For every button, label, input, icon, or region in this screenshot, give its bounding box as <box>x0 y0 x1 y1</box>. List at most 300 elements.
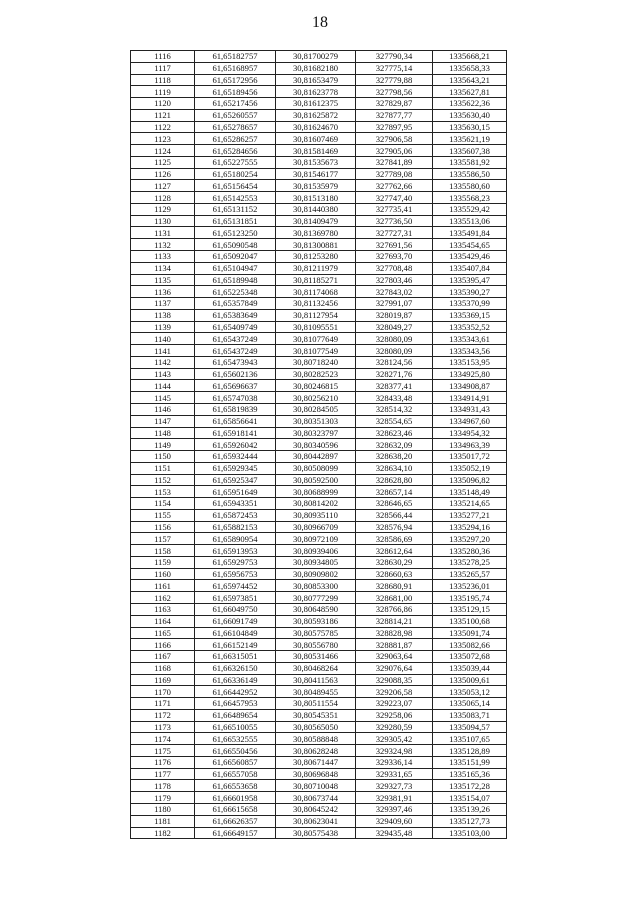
latitude-cell: 61,65142553 <box>195 192 276 204</box>
point-number-cell: 1157 <box>131 533 195 545</box>
table-row <box>131 780 507 792</box>
y-coordinate-cell: 1335586,50 <box>433 168 507 180</box>
longitude-cell: 30,80575438 <box>276 827 356 839</box>
latitude-cell: 61,65182757 <box>195 51 276 63</box>
x-coordinate-cell: 328638,20 <box>356 451 433 463</box>
point-number-cell: 1130 <box>131 215 195 227</box>
x-coordinate-cell: 329063,64 <box>356 651 433 663</box>
latitude-cell: 61,65437249 <box>195 333 276 345</box>
longitude-cell: 30,81700279 <box>276 51 356 63</box>
x-coordinate-cell: 327736,50 <box>356 215 433 227</box>
longitude-cell: 30,80593186 <box>276 615 356 627</box>
longitude-cell: 30,80966709 <box>276 521 356 533</box>
table-row <box>131 627 507 639</box>
longitude-cell: 30,81127954 <box>276 309 356 321</box>
table-row <box>131 651 507 663</box>
table-row <box>131 756 507 768</box>
y-coordinate-cell: 1335621,19 <box>433 133 507 145</box>
x-coordinate-cell: 327991,07 <box>356 298 433 310</box>
longitude-cell: 30,80853300 <box>276 580 356 592</box>
x-coordinate-cell: 328660,63 <box>356 568 433 580</box>
latitude-cell: 61,65260557 <box>195 109 276 121</box>
latitude-cell: 61,65973851 <box>195 592 276 604</box>
table-row <box>131 62 507 74</box>
y-coordinate-cell: 1335096,82 <box>433 474 507 486</box>
x-coordinate-cell: 327790,34 <box>356 51 433 63</box>
table-row <box>131 451 507 463</box>
x-coordinate-cell: 329381,91 <box>356 792 433 804</box>
table-row <box>131 827 507 839</box>
point-number-cell: 1119 <box>131 86 195 98</box>
table-row <box>131 768 507 780</box>
table-row <box>131 686 507 698</box>
x-coordinate-cell: 329397,46 <box>356 804 433 816</box>
table-row <box>131 368 507 380</box>
latitude-cell: 61,65696637 <box>195 380 276 392</box>
longitude-cell: 30,81535673 <box>276 156 356 168</box>
table-row <box>131 745 507 757</box>
longitude-cell: 30,80556780 <box>276 639 356 651</box>
longitude-cell: 30,80351303 <box>276 415 356 427</box>
latitude-cell: 61,66315051 <box>195 651 276 663</box>
longitude-cell: 30,81623778 <box>276 86 356 98</box>
point-number-cell: 1164 <box>131 615 195 627</box>
longitude-cell: 30,81077549 <box>276 345 356 357</box>
x-coordinate-cell: 328828,98 <box>356 627 433 639</box>
point-number-cell: 1143 <box>131 368 195 380</box>
point-number-cell: 1165 <box>131 627 195 639</box>
longitude-cell: 30,81409479 <box>276 215 356 227</box>
latitude-cell: 61,65819839 <box>195 403 276 415</box>
latitude-cell: 61,65131851 <box>195 215 276 227</box>
longitude-cell: 30,81682180 <box>276 62 356 74</box>
longitude-cell: 30,81174068 <box>276 286 356 298</box>
longitude-cell: 30,81653479 <box>276 74 356 86</box>
y-coordinate-cell: 1334954,32 <box>433 427 507 439</box>
y-coordinate-cell: 1335127,73 <box>433 815 507 827</box>
table-row <box>131 156 507 168</box>
longitude-cell: 30,80777299 <box>276 592 356 604</box>
point-number-cell: 1140 <box>131 333 195 345</box>
latitude-cell: 61,65357849 <box>195 298 276 310</box>
point-number-cell: 1135 <box>131 274 195 286</box>
longitude-cell: 30,81625872 <box>276 109 356 121</box>
table-row <box>131 674 507 686</box>
y-coordinate-cell: 1335407,84 <box>433 262 507 274</box>
y-coordinate-cell: 1335107,65 <box>433 733 507 745</box>
x-coordinate-cell: 328766,86 <box>356 603 433 615</box>
y-coordinate-cell: 1335581,92 <box>433 156 507 168</box>
table-row <box>131 815 507 827</box>
x-coordinate-cell: 327906,58 <box>356 133 433 145</box>
point-number-cell: 1139 <box>131 321 195 333</box>
table-row <box>131 580 507 592</box>
point-number-cell: 1162 <box>131 592 195 604</box>
longitude-cell: 30,80508099 <box>276 462 356 474</box>
longitude-cell: 30,80442897 <box>276 451 356 463</box>
x-coordinate-cell: 328554,65 <box>356 415 433 427</box>
point-number-cell: 1116 <box>131 51 195 63</box>
y-coordinate-cell: 1335103,00 <box>433 827 507 839</box>
longitude-cell: 30,81077649 <box>276 333 356 345</box>
point-number-cell: 1128 <box>131 192 195 204</box>
point-number-cell: 1168 <box>131 662 195 674</box>
longitude-cell: 30,81612375 <box>276 98 356 110</box>
longitude-cell: 30,80623041 <box>276 815 356 827</box>
x-coordinate-cell: 329088,35 <box>356 674 433 686</box>
x-coordinate-cell: 329258,06 <box>356 709 433 721</box>
latitude-cell: 61,65227555 <box>195 156 276 168</box>
longitude-cell: 30,80575785 <box>276 627 356 639</box>
latitude-cell: 61,65286257 <box>195 133 276 145</box>
x-coordinate-cell: 327905,06 <box>356 145 433 157</box>
y-coordinate-cell: 1335072,68 <box>433 651 507 663</box>
y-coordinate-cell: 1335053,12 <box>433 686 507 698</box>
longitude-cell: 30,80688999 <box>276 486 356 498</box>
longitude-cell: 30,80909802 <box>276 568 356 580</box>
latitude-cell: 61,65932444 <box>195 451 276 463</box>
latitude-cell: 61,65882153 <box>195 521 276 533</box>
longitude-cell: 30,80814202 <box>276 498 356 510</box>
latitude-cell: 61,66557058 <box>195 768 276 780</box>
x-coordinate-cell: 327877,77 <box>356 109 433 121</box>
table-row <box>131 639 507 651</box>
x-coordinate-cell: 328630,29 <box>356 556 433 568</box>
latitude-cell: 61,65872453 <box>195 509 276 521</box>
x-coordinate-cell: 328634,10 <box>356 462 433 474</box>
longitude-cell: 30,81546177 <box>276 168 356 180</box>
point-number-cell: 1180 <box>131 804 195 816</box>
latitude-cell: 61,65437249 <box>195 345 276 357</box>
point-number-cell: 1129 <box>131 203 195 215</box>
longitude-cell: 30,80340596 <box>276 439 356 451</box>
latitude-cell: 61,66457953 <box>195 698 276 710</box>
longitude-cell: 30,81300881 <box>276 239 356 251</box>
point-number-cell: 1123 <box>131 133 195 145</box>
table-row <box>131 486 507 498</box>
x-coordinate-cell: 327789,08 <box>356 168 433 180</box>
table-row <box>131 521 507 533</box>
x-coordinate-cell: 327691,56 <box>356 239 433 251</box>
point-number-cell: 1154 <box>131 498 195 510</box>
y-coordinate-cell: 1335297,20 <box>433 533 507 545</box>
longitude-cell: 30,80592500 <box>276 474 356 486</box>
point-number-cell: 1182 <box>131 827 195 839</box>
x-coordinate-cell: 329223,07 <box>356 698 433 710</box>
latitude-cell: 61,65925347 <box>195 474 276 486</box>
y-coordinate-cell: 1334908,87 <box>433 380 507 392</box>
point-number-cell: 1134 <box>131 262 195 274</box>
point-number-cell: 1174 <box>131 733 195 745</box>
x-coordinate-cell: 327803,46 <box>356 274 433 286</box>
y-coordinate-cell: 1335153,95 <box>433 356 507 368</box>
latitude-cell: 61,65929753 <box>195 556 276 568</box>
x-coordinate-cell: 328514,32 <box>356 403 433 415</box>
y-coordinate-cell: 1335343,56 <box>433 345 507 357</box>
y-coordinate-cell: 1335370,99 <box>433 298 507 310</box>
table-row <box>131 533 507 545</box>
y-coordinate-cell: 1335083,71 <box>433 709 507 721</box>
point-number-cell: 1127 <box>131 180 195 192</box>
y-coordinate-cell: 1335668,21 <box>433 51 507 63</box>
table-row <box>131 86 507 98</box>
point-number-cell: 1138 <box>131 309 195 321</box>
x-coordinate-cell: 327775,14 <box>356 62 433 74</box>
table-row <box>131 474 507 486</box>
latitude-cell: 61,65123250 <box>195 227 276 239</box>
x-coordinate-cell: 327762,66 <box>356 180 433 192</box>
latitude-cell: 61,65926042 <box>195 439 276 451</box>
longitude-cell: 30,81185271 <box>276 274 356 286</box>
y-coordinate-cell: 1334931,43 <box>433 403 507 415</box>
y-coordinate-cell: 1335454,65 <box>433 239 507 251</box>
latitude-cell: 61,65409749 <box>195 321 276 333</box>
point-number-cell: 1153 <box>131 486 195 498</box>
table-row <box>131 251 507 263</box>
point-number-cell: 1146 <box>131 403 195 415</box>
point-number-cell: 1142 <box>131 356 195 368</box>
latitude-cell: 61,65383649 <box>195 309 276 321</box>
table-row <box>131 509 507 521</box>
coordinates-table-body <box>131 51 507 839</box>
latitude-cell: 61,65092047 <box>195 251 276 263</box>
point-number-cell: 1118 <box>131 74 195 86</box>
latitude-cell: 61,66091749 <box>195 615 276 627</box>
latitude-cell: 61,65918141 <box>195 427 276 439</box>
table-row <box>131 286 507 298</box>
y-coordinate-cell: 1335129,15 <box>433 603 507 615</box>
point-number-cell: 1170 <box>131 686 195 698</box>
table-row <box>131 498 507 510</box>
latitude-cell: 61,65104947 <box>195 262 276 274</box>
point-number-cell: 1172 <box>131 709 195 721</box>
x-coordinate-cell: 328080,09 <box>356 333 433 345</box>
longitude-cell: 30,80489455 <box>276 686 356 698</box>
table-row <box>131 133 507 145</box>
table-row <box>131 603 507 615</box>
longitude-cell: 30,80246815 <box>276 380 356 392</box>
point-number-cell: 1179 <box>131 792 195 804</box>
latitude-cell: 61,65956753 <box>195 568 276 580</box>
table-row <box>131 615 507 627</box>
y-coordinate-cell: 1335369,15 <box>433 309 507 321</box>
x-coordinate-cell: 329331,65 <box>356 768 433 780</box>
latitude-cell: 61,66550456 <box>195 745 276 757</box>
x-coordinate-cell: 329324,98 <box>356 745 433 757</box>
x-coordinate-cell: 328814,21 <box>356 615 433 627</box>
table-row <box>131 415 507 427</box>
point-number-cell: 1117 <box>131 62 195 74</box>
point-number-cell: 1132 <box>131 239 195 251</box>
latitude-cell: 61,66626357 <box>195 815 276 827</box>
latitude-cell: 61,65090548 <box>195 239 276 251</box>
point-number-cell: 1152 <box>131 474 195 486</box>
table-row <box>131 568 507 580</box>
point-number-cell: 1158 <box>131 545 195 557</box>
y-coordinate-cell: 1335128,89 <box>433 745 507 757</box>
y-coordinate-cell: 1334967,60 <box>433 415 507 427</box>
y-coordinate-cell: 1334925,80 <box>433 368 507 380</box>
point-number-cell: 1122 <box>131 121 195 133</box>
coordinates-table <box>130 50 507 839</box>
longitude-cell: 30,81132456 <box>276 298 356 310</box>
page-number: 18 <box>312 14 328 31</box>
point-number-cell: 1121 <box>131 109 195 121</box>
point-number-cell: 1147 <box>131 415 195 427</box>
longitude-cell: 30,80648590 <box>276 603 356 615</box>
y-coordinate-cell: 1335277,21 <box>433 509 507 521</box>
y-coordinate-cell: 1335607,38 <box>433 145 507 157</box>
y-coordinate-cell: 1335395,47 <box>433 274 507 286</box>
longitude-cell: 30,81095551 <box>276 321 356 333</box>
x-coordinate-cell: 328681,00 <box>356 592 433 604</box>
latitude-cell: 61,65172956 <box>195 74 276 86</box>
y-coordinate-cell: 1335195,74 <box>433 592 507 604</box>
latitude-cell: 61,65473943 <box>195 356 276 368</box>
latitude-cell: 61,65168957 <box>195 62 276 74</box>
latitude-cell: 61,66489654 <box>195 709 276 721</box>
point-number-cell: 1136 <box>131 286 195 298</box>
point-number-cell: 1177 <box>131 768 195 780</box>
longitude-cell: 30,81624670 <box>276 121 356 133</box>
latitude-cell: 61,65131152 <box>195 203 276 215</box>
table-row <box>131 109 507 121</box>
longitude-cell: 30,81211979 <box>276 262 356 274</box>
table-row <box>131 121 507 133</box>
latitude-cell: 61,65974452 <box>195 580 276 592</box>
y-coordinate-cell: 1335082,66 <box>433 639 507 651</box>
longitude-cell: 30,80934805 <box>276 556 356 568</box>
y-coordinate-cell: 1335580,60 <box>433 180 507 192</box>
x-coordinate-cell: 329206,58 <box>356 686 433 698</box>
point-number-cell: 1144 <box>131 380 195 392</box>
longitude-cell: 30,81369780 <box>276 227 356 239</box>
longitude-cell: 30,80282523 <box>276 368 356 380</box>
x-coordinate-cell: 327747,40 <box>356 192 433 204</box>
latitude-cell: 61,66510055 <box>195 721 276 733</box>
point-number-cell: 1155 <box>131 509 195 521</box>
latitude-cell: 61,65747038 <box>195 392 276 404</box>
x-coordinate-cell: 327693,70 <box>356 251 433 263</box>
table-row <box>131 545 507 557</box>
x-coordinate-cell: 328632,09 <box>356 439 433 451</box>
point-number-cell: 1181 <box>131 815 195 827</box>
point-number-cell: 1126 <box>131 168 195 180</box>
latitude-cell: 61,65929345 <box>195 462 276 474</box>
table-row <box>131 392 507 404</box>
point-number-cell: 1159 <box>131 556 195 568</box>
table-row <box>131 192 507 204</box>
table-row <box>131 403 507 415</box>
y-coordinate-cell: 1335390,27 <box>433 286 507 298</box>
point-number-cell: 1161 <box>131 580 195 592</box>
point-number-cell: 1160 <box>131 568 195 580</box>
y-coordinate-cell: 1335091,74 <box>433 627 507 639</box>
table-row <box>131 215 507 227</box>
table-row <box>131 333 507 345</box>
table-row <box>131 698 507 710</box>
latitude-cell: 61,66326150 <box>195 662 276 674</box>
x-coordinate-cell: 328124,56 <box>356 356 433 368</box>
latitude-cell: 61,65180254 <box>195 168 276 180</box>
latitude-cell: 61,65156454 <box>195 180 276 192</box>
x-coordinate-cell: 328377,41 <box>356 380 433 392</box>
x-coordinate-cell: 327897,95 <box>356 121 433 133</box>
point-number-cell: 1163 <box>131 603 195 615</box>
x-coordinate-cell: 328019,87 <box>356 309 433 321</box>
table-row <box>131 733 507 745</box>
y-coordinate-cell: 1335009,61 <box>433 674 507 686</box>
latitude-cell: 61,66049750 <box>195 603 276 615</box>
latitude-cell: 61,66336149 <box>195 674 276 686</box>
x-coordinate-cell: 328080,09 <box>356 345 433 357</box>
table-row <box>131 145 507 157</box>
y-coordinate-cell: 1335622,36 <box>433 98 507 110</box>
table-row <box>131 227 507 239</box>
longitude-cell: 30,80411563 <box>276 674 356 686</box>
x-coordinate-cell: 327735,41 <box>356 203 433 215</box>
latitude-cell: 61,66104849 <box>195 627 276 639</box>
y-coordinate-cell: 1335568,23 <box>433 192 507 204</box>
latitude-cell: 61,65189948 <box>195 274 276 286</box>
latitude-cell: 61,66649157 <box>195 827 276 839</box>
latitude-cell: 61,66442952 <box>195 686 276 698</box>
x-coordinate-cell: 327843,02 <box>356 286 433 298</box>
y-coordinate-cell: 1335151,99 <box>433 756 507 768</box>
point-number-cell: 1131 <box>131 227 195 239</box>
x-coordinate-cell: 327779,88 <box>356 74 433 86</box>
longitude-cell: 30,80671447 <box>276 756 356 768</box>
longitude-cell: 30,81535979 <box>276 180 356 192</box>
table-row <box>131 427 507 439</box>
table-row <box>131 74 507 86</box>
longitude-cell: 30,80673744 <box>276 792 356 804</box>
y-coordinate-cell: 1335294,16 <box>433 521 507 533</box>
x-coordinate-cell: 327727,31 <box>356 227 433 239</box>
y-coordinate-cell: 1335491,84 <box>433 227 507 239</box>
x-coordinate-cell: 329305,42 <box>356 733 433 745</box>
table-row <box>131 274 507 286</box>
longitude-cell: 30,81513180 <box>276 192 356 204</box>
x-coordinate-cell: 329327,73 <box>356 780 433 792</box>
latitude-cell: 61,65278657 <box>195 121 276 133</box>
y-coordinate-cell: 1334963,39 <box>433 439 507 451</box>
point-number-cell: 1169 <box>131 674 195 686</box>
table-row <box>131 321 507 333</box>
longitude-cell: 30,80284505 <box>276 403 356 415</box>
point-number-cell: 1176 <box>131 756 195 768</box>
table-row <box>131 662 507 674</box>
longitude-cell: 30,80645242 <box>276 804 356 816</box>
latitude-cell: 61,65225348 <box>195 286 276 298</box>
y-coordinate-cell: 1335280,36 <box>433 545 507 557</box>
table-row <box>131 792 507 804</box>
x-coordinate-cell: 328657,14 <box>356 486 433 498</box>
y-coordinate-cell: 1334914,91 <box>433 392 507 404</box>
table-row <box>131 98 507 110</box>
x-coordinate-cell: 328881,87 <box>356 639 433 651</box>
table-row <box>131 380 507 392</box>
x-coordinate-cell: 328566,44 <box>356 509 433 521</box>
x-coordinate-cell: 328433,48 <box>356 392 433 404</box>
y-coordinate-cell: 1335352,52 <box>433 321 507 333</box>
point-number-cell: 1150 <box>131 451 195 463</box>
longitude-cell: 30,80935110 <box>276 509 356 521</box>
x-coordinate-cell: 328049,27 <box>356 321 433 333</box>
x-coordinate-cell: 328586,69 <box>356 533 433 545</box>
y-coordinate-cell: 1335039,44 <box>433 662 507 674</box>
y-coordinate-cell: 1335630,15 <box>433 121 507 133</box>
